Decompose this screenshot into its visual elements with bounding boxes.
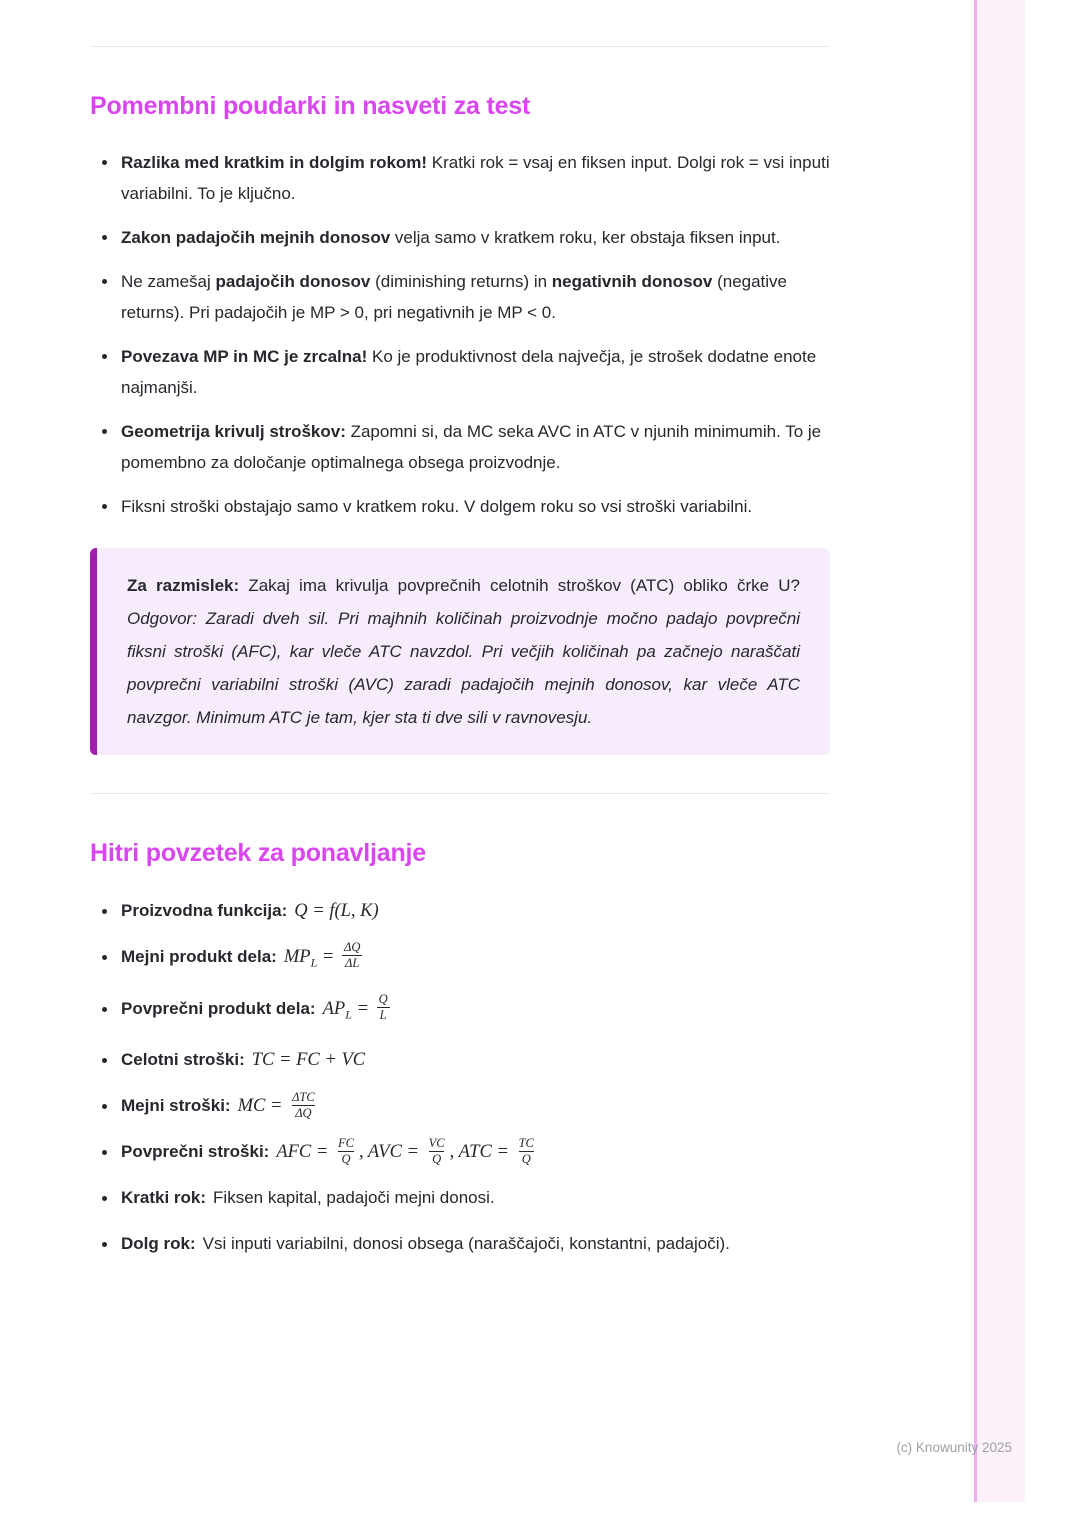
bold-text-segment: Povezava MP in MC je zrcalna!: [121, 347, 368, 366]
side-strip: [977, 0, 1025, 1502]
list-item-text: [121, 416, 830, 478]
math-text: MC =: [237, 1096, 288, 1117]
math-formula: [237, 1089, 320, 1120]
fraction: [335, 1136, 357, 1167]
callout-box: [90, 548, 830, 755]
math-text: , AVC =: [359, 1142, 424, 1163]
list-item-text: [121, 1135, 830, 1169]
list-item: [90, 1227, 830, 1261]
bullet-dot-icon: [102, 504, 107, 509]
list-item: [90, 147, 830, 209]
text-segment: Kratki rok = vsaj en fiksen input. Dolgi rok = vsi inputi variabilni. To je ključno.: [121, 153, 830, 203]
list-item: [90, 222, 830, 253]
section-title-summary: Hitri povzetek za ponavljanje: [90, 839, 426, 867]
text-segment: Ko je produktivnost dela največja, je strošek dodatne enote najmanjši.: [121, 347, 817, 397]
summary-bullet-list: [90, 894, 830, 1261]
fraction: [426, 1136, 448, 1167]
text-segment: (negative returns). Pri padajočih je MP > 0, pri negativnih je MP < 0.: [121, 272, 788, 322]
math-formula: [276, 1135, 539, 1166]
list-item: [90, 1135, 830, 1169]
tips-bullet-list: [90, 147, 830, 522]
fraction-denominator: L: [377, 1007, 390, 1023]
bold-text-segment: Za razmislek:: [127, 576, 240, 595]
bullet-dot-icon: [102, 1150, 107, 1155]
fraction: [516, 1136, 537, 1167]
list-item: [90, 1089, 830, 1123]
list-item: [90, 416, 830, 478]
text-segment: Fiksni stroški obstajajo samo v kratkem roku. V dolgem roku so vsi stroški variabilni.: [121, 497, 753, 516]
item-label: Povprečni stroški:: [121, 1142, 270, 1162]
list-item-text: [121, 341, 830, 403]
bullet-dot-icon: [102, 429, 107, 434]
item-label: Povprečni produkt dela:: [121, 998, 316, 1018]
list-item-text: [121, 894, 830, 928]
bullet-dot-icon: [102, 1104, 107, 1109]
callout-text: [127, 569, 800, 734]
fraction-numerator: TC: [518, 1135, 534, 1150]
text-segment: velja samo v kratkem roku, ker obstaja fiksen input.: [390, 228, 781, 247]
fraction-denominator: Q: [338, 1151, 353, 1167]
item-label: Celotni stroški:: [121, 1050, 245, 1070]
list-item: [90, 940, 830, 980]
math-text: MP: [283, 947, 311, 967]
bold-text-segment: padajočih donosov: [215, 272, 371, 291]
list-item: [90, 992, 830, 1032]
bullet-dot-icon: [102, 955, 107, 960]
bullet-dot-icon: [102, 909, 107, 914]
fraction: [289, 1090, 318, 1121]
fraction-denominator: ΔQ: [292, 1105, 314, 1121]
text-segment: (diminishing returns) in: [370, 272, 552, 291]
mid-divider: [90, 793, 830, 794]
bullet-dot-icon: [102, 354, 107, 359]
fraction-numerator: ΔQ: [343, 940, 361, 955]
math-subscript: L: [310, 955, 318, 970]
math-formula: [322, 991, 393, 1022]
text-segment: Ne zamešaj: [121, 272, 216, 291]
fraction-numerator: ΔTC: [292, 1089, 315, 1104]
list-item: [90, 1181, 830, 1215]
fraction-denominator: Q: [429, 1151, 444, 1167]
math-text: AFC =: [276, 1142, 334, 1163]
fraction: [376, 992, 391, 1023]
list-item: [90, 266, 830, 328]
text-segment: Zakaj ima krivulja povprečnih celotnih stroškov (ATC) obliko črke U?: [239, 576, 800, 595]
math-text: Q = f(L, K): [294, 901, 379, 921]
math-formula: [252, 1050, 365, 1070]
list-item: [90, 1043, 830, 1077]
fraction-numerator: VC: [428, 1135, 445, 1150]
top-divider: [90, 46, 830, 47]
fraction-denominator: Q: [519, 1151, 534, 1167]
bullet-dot-icon: [102, 235, 107, 240]
math-text: AP: [322, 998, 346, 1019]
list-item-text: [121, 222, 830, 253]
list-item-text: [121, 1181, 830, 1215]
fraction: [341, 940, 363, 971]
list-item-text: [121, 1043, 830, 1077]
item-label: Dolg rok:: [121, 1234, 196, 1254]
item-label: Mejni produkt dela:: [121, 947, 277, 966]
item-label: Mejni stroški:: [121, 1096, 231, 1116]
item-label: Kratki rok:: [121, 1188, 207, 1208]
math-subscript: L: [345, 1007, 352, 1022]
fraction-denominator: ΔL: [342, 955, 362, 971]
bold-text-segment: Geometrija krivulj stroškov:: [121, 422, 346, 441]
list-item: [90, 894, 830, 928]
fraction-numerator: FC: [338, 1135, 354, 1150]
bullet-dot-icon: [102, 1242, 107, 1247]
bullet-dot-icon: [102, 1007, 107, 1012]
list-item: [90, 341, 830, 403]
math-text: =: [351, 998, 374, 1019]
list-item-text: [121, 992, 830, 1032]
bullet-dot-icon: [102, 279, 107, 284]
italic-text-segment: Odgovor: Zaradi dveh sil. Pri majhnih količinah proizvodnje močno padajo povprečni fiksni stroški (AFC), kar vleče ATC navzdol. Pri večjih količinah pa začnejo naraščati povprečni variabilni stroški (AVC) zaradi padajočih mejnih donosov, kar vleče ATC navzgor. Minimum ATC je tam, kjer sta ti dve sili v ravnovesju.: [127, 609, 800, 727]
item-text: Vsi inputi variabilni, donosi obsega (naraščajoči, konstantni, padajoči).: [202, 1234, 730, 1254]
list-item-text: [121, 266, 830, 328]
list-item-text: [121, 147, 830, 209]
list-item-text: [121, 1227, 830, 1261]
bullet-dot-icon: [102, 160, 107, 165]
math-text: =: [317, 947, 339, 967]
item-label: Proizvodna funkcija:: [121, 901, 288, 920]
bold-text-segment: Zakon padajočih mejnih donosov: [121, 228, 391, 247]
content-column: [90, 0, 830, 1273]
math-formula: [283, 940, 366, 971]
bullet-dot-icon: [102, 1196, 107, 1201]
list-item-text: [121, 940, 830, 980]
bullet-dot-icon: [102, 1058, 107, 1063]
bold-text-segment: negativnih donosov: [551, 272, 713, 291]
list-item-text: [121, 491, 830, 522]
math-text: TC = FC + VC: [251, 1050, 366, 1071]
list-item: [90, 491, 830, 522]
list-item-text: [121, 1089, 830, 1123]
fraction-numerator: Q: [378, 991, 388, 1006]
footer-credit: (c) Knowunity 2025: [896, 1440, 1012, 1455]
bold-text-segment: Razlika med kratkim in dolgim rokom!: [121, 153, 428, 172]
math-text: , ATC =: [449, 1142, 514, 1163]
item-text: Fiksen kapital, padajoči mejni donosi.: [213, 1188, 495, 1208]
math-formula: [294, 901, 378, 921]
section-title-tips: Pomembni poudarki in nasveti za test: [90, 92, 531, 120]
text-segment: Zapomni si, da MC seka AVC in ATC v njunih minimumih. To je pomembno za določanje optimalnega obsega proizvodnje.: [121, 422, 822, 472]
